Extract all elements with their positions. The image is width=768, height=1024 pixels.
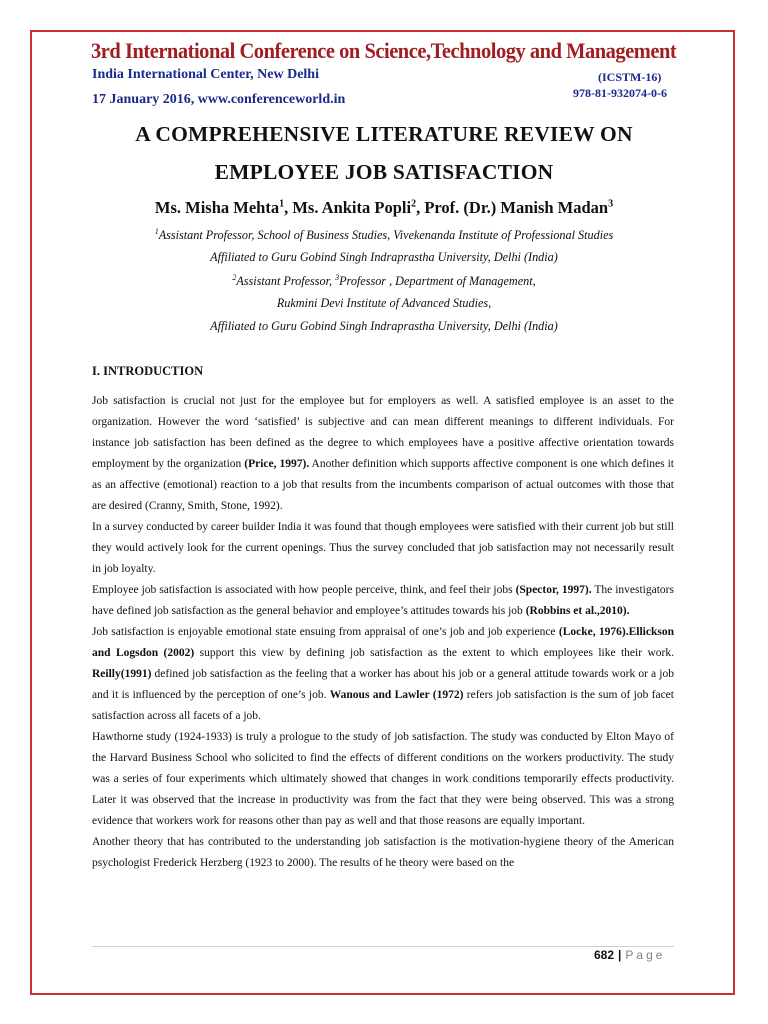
author-list: Ms. Misha Mehta$^1$, Ms. Ankita Popli$^2$, Prof. (Dr.) Manish Madan$^3$ bbox=[154, 198, 614, 217]
page-label: Page bbox=[625, 948, 666, 962]
conference-title: 3rd International Conference on Science,Technology and Management bbox=[91, 38, 677, 63]
author-sup: 2 bbox=[411, 198, 417, 210]
paragraph bbox=[92, 580, 674, 622]
citation: Reilly(1991) bbox=[92, 668, 152, 680]
affiliation-sup: 3 bbox=[335, 273, 340, 282]
citation: (Spector, 1997). bbox=[515, 584, 592, 596]
paragraph: In a survey conducted by career builder India it was found that though employees were satisfied with their current job but still they would actively look for the current openings. Thus the survey concluded that job satisfaction may not necessarily result in job loyalty. bbox=[92, 521, 674, 575]
author-name: Ms. Misha Mehta bbox=[154, 198, 280, 217]
citation: Wanous and Lawler (1972) bbox=[329, 689, 464, 701]
affiliation-text: Assistant Professor, bbox=[236, 274, 336, 289]
affiliation-sup: 1 bbox=[154, 227, 159, 236]
body-text bbox=[92, 391, 674, 874]
text-run: defined job satisfaction as the feeling that a worker has about his job or a general attitude towards work or a job and it is influenced by the perception of one’s job. bbox=[92, 668, 674, 701]
affiliation-text: Assistant Professor, School of Business Studies, Vivekenanda Institute of Professional Studies bbox=[158, 228, 614, 243]
author-sup: 3 bbox=[608, 198, 614, 210]
conference-venue: India International Center, New Delhi bbox=[92, 67, 319, 82]
author-sup: 1 bbox=[279, 198, 285, 210]
affiliation-text: Professor , Department of Management, bbox=[339, 274, 536, 289]
affiliation-sup: 2 bbox=[232, 273, 237, 282]
citation: (Price, 1997). bbox=[244, 458, 310, 470]
paper-title-line1: A COMPREHENSIVE LITERATURE REVIEW ON bbox=[135, 122, 633, 146]
conference-code: (ICSTM-16) bbox=[598, 70, 662, 84]
citation: (Locke, 1976).Ellickson and Logsdon (2002) bbox=[92, 626, 674, 659]
page-number-value: 682 bbox=[594, 948, 615, 962]
affiliation-line: Affiliated to Guru Gobind Singh Indraprastha University, Delhi (India) bbox=[210, 319, 558, 333]
paragraph: Hawthorne study (1924-1933) is truly a prologue to the study of job satisfaction. The study was conducted by Elton Mayo of the Harvard Business School who solicited to find the effects of different conditions on the workers productivity. The study was a series of four experiments which ultimately showed that changes in work conditions temporarily effects productivity. Later it was observed that the increase in productivity was from the fact that they were being observed. This was a strong evidence that workers work for reasons other than pay as well and that those reasons are equally important. bbox=[92, 731, 674, 827]
author-name: Ms. Ankita Popli bbox=[292, 198, 412, 217]
conference-date-site: 17 January 2016, www.conferenceworld.in bbox=[92, 92, 346, 107]
page-number-separator: | bbox=[618, 948, 622, 962]
affiliation-line: Affiliated to Guru Gobind Singh Indraprastha University, Delhi (India) bbox=[210, 250, 558, 264]
text-run: Employee job satisfaction is associated with how people perceive, think, and feel their jobs bbox=[92, 584, 516, 596]
page-number bbox=[594, 948, 665, 962]
text-run: Job satisfaction is crucial not just for the employee but for employers as well. A satisfied employee is an asset to the organization. However the word ‘satisfied’ is subjective and can mean different meanings to different individuals. For instance job satisfaction has been defined as the degree to which employees have a positive affective orientation towards employment by the organization bbox=[92, 395, 674, 470]
paragraph bbox=[92, 622, 674, 727]
text-run: Another definition which supports affective component is one which defines it as an affective (emotional) reaction to a job that results from the incumbents comparison of actual outcomes with those that are desired (Cranny, Smith, Stone, 1992). bbox=[92, 458, 674, 512]
paragraph: Another theory that has contributed to the understanding job satisfaction is the motivation-hygiene theory of the American psychologist Frederick Herzberg (1923 to 2000). The results of he theory were based on the bbox=[92, 836, 674, 869]
affiliation-line bbox=[0, 227, 768, 243]
affiliation-line bbox=[0, 273, 768, 289]
conference-isbn: 978-81-932074-0-6 bbox=[573, 86, 667, 100]
paper-title-line2: EMPLOYEE JOB SATISFACTION bbox=[214, 160, 554, 184]
citation: (Robbins et al.,2010). bbox=[525, 605, 630, 617]
text-run: support this view by defining job satisfaction as the extent to which employees like their work. bbox=[194, 647, 674, 659]
section-heading: I. INTRODUCTION bbox=[92, 364, 204, 378]
author-name: Prof. (Dr.) Manish Madan bbox=[424, 198, 609, 217]
paragraph bbox=[92, 391, 674, 517]
text-run: Job satisfaction is enjoyable emotional state ensuing from appraisal of one’s job and job experience bbox=[92, 626, 559, 638]
footer-divider bbox=[92, 946, 674, 947]
text-run: refers job satisfaction is the sum of job facet satisfaction across all facets of a job. bbox=[92, 689, 674, 722]
affiliation-line: Rukmini Devi Institute of Advanced Studies, bbox=[276, 296, 492, 310]
text-run: The investigators have defined job satisfaction as the general behavior and employee’s attitudes towards his job bbox=[92, 584, 674, 617]
